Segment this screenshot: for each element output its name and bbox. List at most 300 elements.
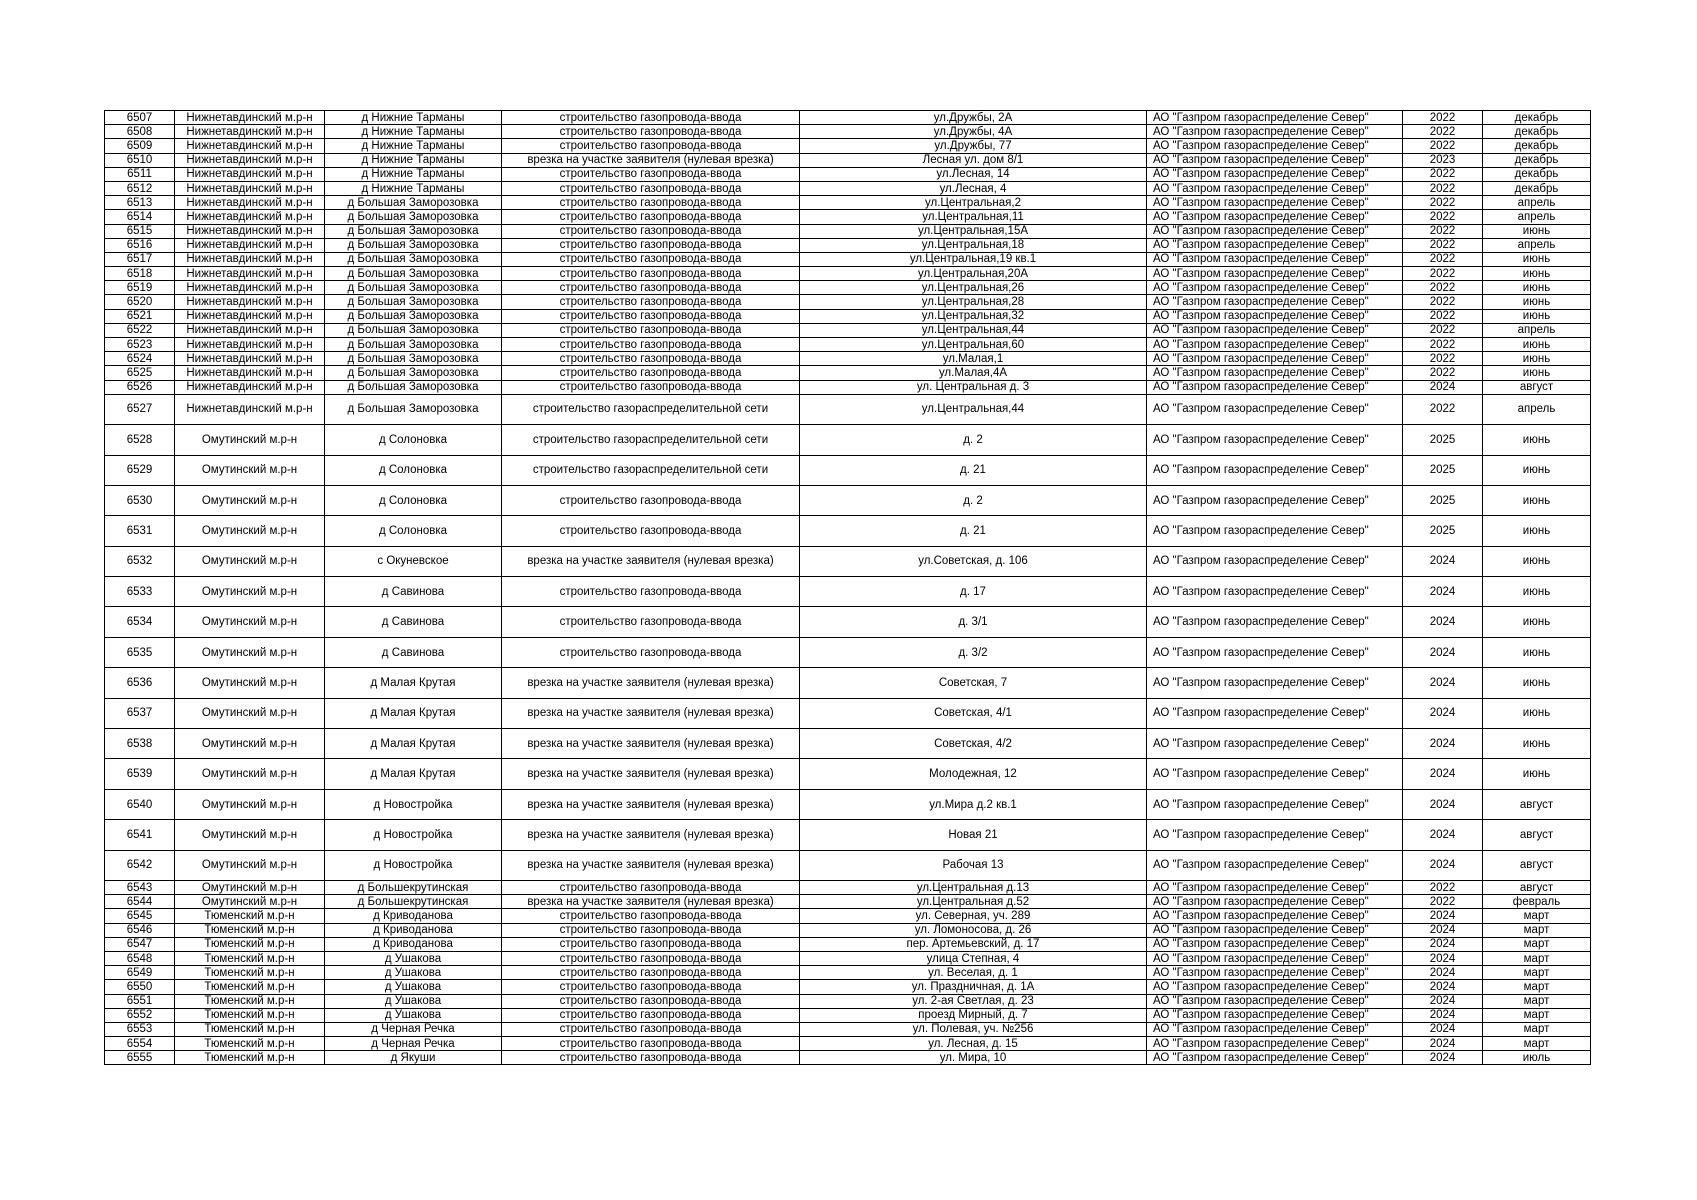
row-number-cell: 6508 [105, 125, 175, 139]
work-type-cell: строительство газопровода-ввода [502, 1022, 800, 1036]
organization-cell: АО "Газпром газораспределение Север" [1147, 966, 1403, 980]
month-cell: июнь [1483, 485, 1591, 515]
year-cell: 2022 [1403, 111, 1483, 125]
address-cell: ул.Центральная,32 [800, 309, 1147, 323]
year-cell: 2022 [1403, 167, 1483, 181]
year-cell: 2022 [1403, 125, 1483, 139]
district-cell: Омутинский м.р-н [175, 516, 325, 546]
row-number-cell: 6553 [105, 1022, 175, 1036]
settlement-cell: д Большая Заморозовка [325, 238, 502, 252]
month-cell: март [1483, 951, 1591, 965]
organization-cell: АО "Газпром газораспределение Север" [1147, 516, 1403, 546]
district-cell: Нижнетавдинский м.р-н [175, 323, 325, 337]
work-type-cell: строительство газопровода-ввода [502, 309, 800, 323]
address-cell: ул.Центральная,44 [800, 323, 1147, 337]
settlement-cell: д Солоновка [325, 455, 502, 485]
month-cell: апрель [1483, 196, 1591, 210]
table-row [105, 820, 1591, 850]
row-number-cell: 6542 [105, 850, 175, 880]
organization-cell: АО "Газпром газораспределение Север" [1147, 951, 1403, 965]
year-cell: 2024 [1403, 1022, 1483, 1036]
organization-cell: АО "Газпром газораспределение Север" [1147, 980, 1403, 994]
year-cell: 2022 [1403, 352, 1483, 366]
organization-cell: АО "Газпром газораспределение Север" [1147, 238, 1403, 252]
work-type-cell: строительство газопровода-ввода [502, 577, 800, 607]
settlement-cell: д Якуши [325, 1051, 502, 1065]
year-cell: 2025 [1403, 516, 1483, 546]
row-number-cell: 6530 [105, 485, 175, 515]
table-row [105, 238, 1591, 252]
district-cell: Нижнетавдинский м.р-н [175, 352, 325, 366]
month-cell: март [1483, 980, 1591, 994]
work-type-cell: врезка на участке заявителя (нулевая врезка) [502, 546, 800, 576]
work-type-cell: строительство газопровода-ввода [502, 1008, 800, 1022]
district-cell: Тюменский м.р-н [175, 980, 325, 994]
work-type-cell: врезка на участке заявителя (нулевая врезка) [502, 729, 800, 759]
organization-cell: АО "Газпром газораспределение Север" [1147, 850, 1403, 880]
month-cell: апрель [1483, 394, 1591, 424]
table-row [105, 923, 1591, 937]
row-number-cell: 6513 [105, 196, 175, 210]
table-row [105, 966, 1591, 980]
month-cell: декабрь [1483, 111, 1591, 125]
organization-cell: АО "Газпром газораспределение Север" [1147, 759, 1403, 789]
address-cell: ул.Центральная,44 [800, 394, 1147, 424]
year-cell: 2022 [1403, 267, 1483, 281]
table-row [105, 153, 1591, 167]
year-cell: 2024 [1403, 1037, 1483, 1051]
year-cell: 2022 [1403, 295, 1483, 309]
year-cell: 2024 [1403, 577, 1483, 607]
work-type-cell: строительство газопровода-ввода [502, 295, 800, 309]
district-cell: Тюменский м.р-н [175, 1022, 325, 1036]
month-cell: июнь [1483, 338, 1591, 352]
year-cell: 2022 [1403, 309, 1483, 323]
district-cell: Нижнетавдинский м.р-н [175, 111, 325, 125]
district-cell: Нижнетавдинский м.р-н [175, 224, 325, 238]
year-cell: 2024 [1403, 759, 1483, 789]
organization-cell: АО "Газпром газораспределение Север" [1147, 252, 1403, 266]
row-number-cell: 6531 [105, 516, 175, 546]
table-row [105, 607, 1591, 637]
month-cell: апрель [1483, 210, 1591, 224]
work-type-cell: врезка на участке заявителя (нулевая врезка) [502, 820, 800, 850]
row-number-cell: 6533 [105, 577, 175, 607]
settlement-cell: д Большая Заморозовка [325, 224, 502, 238]
table-row [105, 850, 1591, 880]
year-cell: 2024 [1403, 923, 1483, 937]
row-number-cell: 6541 [105, 820, 175, 850]
month-cell: июль [1483, 1051, 1591, 1065]
district-cell: Омутинский м.р-н [175, 485, 325, 515]
table-row [105, 937, 1591, 951]
table-row [105, 980, 1591, 994]
year-cell: 2024 [1403, 994, 1483, 1008]
settlement-cell: д Нижние Тарманы [325, 139, 502, 153]
organization-cell: АО "Газпром газораспределение Север" [1147, 455, 1403, 485]
settlement-cell: д Новостройка [325, 850, 502, 880]
address-cell: д. 17 [800, 577, 1147, 607]
settlement-cell: д Солоновка [325, 425, 502, 455]
table-row [105, 1051, 1591, 1065]
month-cell: март [1483, 1022, 1591, 1036]
settlement-cell: д Большая Заморозовка [325, 380, 502, 394]
address-cell: ул.Советская, д. 106 [800, 546, 1147, 576]
table-row [105, 167, 1591, 181]
organization-cell: АО "Газпром газораспределение Север" [1147, 607, 1403, 637]
district-cell: Нижнетавдинский м.р-н [175, 210, 325, 224]
address-cell: проезд Мирный, д. 7 [800, 1008, 1147, 1022]
work-type-cell: строительство газопровода-ввода [502, 937, 800, 951]
work-type-cell: врезка на участке заявителя (нулевая врезка) [502, 153, 800, 167]
work-type-cell: строительство газопровода-ввода [502, 881, 800, 895]
work-type-cell: врезка на участке заявителя (нулевая врезка) [502, 759, 800, 789]
row-number-cell: 6515 [105, 224, 175, 238]
row-number-cell: 6523 [105, 338, 175, 352]
year-cell: 2022 [1403, 881, 1483, 895]
row-number-cell: 6538 [105, 729, 175, 759]
work-type-cell: строительство газопровода-ввода [502, 637, 800, 667]
district-cell: Нижнетавдинский м.р-н [175, 196, 325, 210]
work-type-cell: строительство газопровода-ввода [502, 516, 800, 546]
district-cell: Тюменский м.р-н [175, 1008, 325, 1022]
row-number-cell: 6550 [105, 980, 175, 994]
address-cell: Молодежная, 12 [800, 759, 1147, 789]
work-type-cell: строительство газопровода-ввода [502, 323, 800, 337]
month-cell: июнь [1483, 252, 1591, 266]
address-cell: ул.Центральная,19 кв.1 [800, 252, 1147, 266]
year-cell: 2024 [1403, 980, 1483, 994]
month-cell: март [1483, 1037, 1591, 1051]
address-cell: ул.Центральная,18 [800, 238, 1147, 252]
settlement-cell: д Нижние Тарманы [325, 153, 502, 167]
settlement-cell: д Малая Крутая [325, 668, 502, 698]
work-type-cell: врезка на участке заявителя (нулевая врезка) [502, 789, 800, 819]
address-cell: д. 3/1 [800, 607, 1147, 637]
organization-cell: АО "Газпром газораспределение Север" [1147, 210, 1403, 224]
work-type-cell: строительство газопровода-ввода [502, 607, 800, 637]
organization-cell: АО "Газпром газораспределение Север" [1147, 729, 1403, 759]
row-number-cell: 6509 [105, 139, 175, 153]
district-cell: Нижнетавдинский м.р-н [175, 252, 325, 266]
district-cell: Омутинский м.р-н [175, 729, 325, 759]
table-row [105, 181, 1591, 195]
work-type-cell: врезка на участке заявителя (нулевая врезка) [502, 698, 800, 728]
month-cell: август [1483, 380, 1591, 394]
row-number-cell: 6546 [105, 923, 175, 937]
address-cell: ул.Центральная,2 [800, 196, 1147, 210]
table-row [105, 455, 1591, 485]
month-cell: март [1483, 994, 1591, 1008]
work-type-cell: строительство газораспределительной сети [502, 455, 800, 485]
table-row [105, 111, 1591, 125]
organization-cell: АО "Газпром газораспределение Север" [1147, 1037, 1403, 1051]
work-type-cell: строительство газопровода-ввода [502, 111, 800, 125]
row-number-cell: 6522 [105, 323, 175, 337]
settlement-cell: д Черная Речка [325, 1037, 502, 1051]
settlement-cell: д Большая Заморозовка [325, 281, 502, 295]
row-number-cell: 6512 [105, 181, 175, 195]
table-row [105, 1037, 1591, 1051]
settlement-cell: д Большая Заморозовка [325, 295, 502, 309]
month-cell: март [1483, 937, 1591, 951]
district-cell: Омутинский м.р-н [175, 637, 325, 667]
month-cell: июнь [1483, 516, 1591, 546]
district-cell: Омутинский м.р-н [175, 577, 325, 607]
table-row [105, 668, 1591, 698]
address-cell: ул.Мира д.2 кв.1 [800, 789, 1147, 819]
district-cell: Нижнетавдинский м.р-н [175, 366, 325, 380]
district-cell: Нижнетавдинский м.р-н [175, 281, 325, 295]
organization-cell: АО "Газпром газораспределение Север" [1147, 125, 1403, 139]
organization-cell: АО "Газпром газораспределение Север" [1147, 196, 1403, 210]
year-cell: 2022 [1403, 338, 1483, 352]
address-cell: улица Степная, 4 [800, 951, 1147, 965]
district-cell: Нижнетавдинский м.р-н [175, 338, 325, 352]
organization-cell: АО "Газпром газораспределение Север" [1147, 323, 1403, 337]
row-number-cell: 6547 [105, 937, 175, 951]
table-row [105, 516, 1591, 546]
settlement-cell: д Криводанова [325, 937, 502, 951]
settlement-cell: д Ушакова [325, 951, 502, 965]
settlement-cell: д Малая Крутая [325, 729, 502, 759]
organization-cell: АО "Газпром газораспределение Север" [1147, 668, 1403, 698]
row-number-cell: 6526 [105, 380, 175, 394]
organization-cell: АО "Газпром газораспределение Север" [1147, 281, 1403, 295]
organization-cell: АО "Газпром газораспределение Север" [1147, 698, 1403, 728]
month-cell: июнь [1483, 425, 1591, 455]
year-cell: 2024 [1403, 850, 1483, 880]
table-row [105, 352, 1591, 366]
organization-cell: АО "Газпром газораспределение Север" [1147, 153, 1403, 167]
row-number-cell: 6527 [105, 394, 175, 424]
organization-cell: АО "Газпром газораспределение Север" [1147, 577, 1403, 607]
month-cell: июнь [1483, 352, 1591, 366]
table-row [105, 380, 1591, 394]
month-cell: июнь [1483, 577, 1591, 607]
organization-cell: АО "Газпром газораспределение Север" [1147, 881, 1403, 895]
year-cell: 2024 [1403, 909, 1483, 923]
table-row [105, 139, 1591, 153]
row-number-cell: 6551 [105, 994, 175, 1008]
address-cell: ул.Центральная,26 [800, 281, 1147, 295]
address-cell: Лесная ул. дом 8/1 [800, 153, 1147, 167]
settlement-cell: с Окуневское [325, 546, 502, 576]
row-number-cell: 6529 [105, 455, 175, 485]
table-row [105, 1022, 1591, 1036]
year-cell: 2024 [1403, 789, 1483, 819]
address-cell: д. 2 [800, 425, 1147, 455]
table-row [105, 881, 1591, 895]
organization-cell: АО "Газпром газораспределение Север" [1147, 637, 1403, 667]
district-cell: Омутинский м.р-н [175, 546, 325, 576]
work-type-cell: строительство газопровода-ввода [502, 485, 800, 515]
district-cell: Тюменский м.р-н [175, 1051, 325, 1065]
district-cell: Омутинский м.р-н [175, 607, 325, 637]
table-row [105, 394, 1591, 424]
table-row [105, 196, 1591, 210]
work-type-cell: врезка на участке заявителя (нулевая врезка) [502, 668, 800, 698]
work-type-cell: строительство газопровода-ввода [502, 139, 800, 153]
district-cell: Тюменский м.р-н [175, 909, 325, 923]
month-cell: июнь [1483, 281, 1591, 295]
work-type-cell: строительство газораспределительной сети [502, 425, 800, 455]
row-number-cell: 6537 [105, 698, 175, 728]
address-cell: ул.Центральная,28 [800, 295, 1147, 309]
organization-cell: АО "Газпром газораспределение Север" [1147, 1022, 1403, 1036]
year-cell: 2025 [1403, 485, 1483, 515]
year-cell: 2024 [1403, 637, 1483, 667]
month-cell: июнь [1483, 729, 1591, 759]
settlement-cell: д Большая Заморозовка [325, 252, 502, 266]
table-row [105, 577, 1591, 607]
settlement-cell: д Большая Заморозовка [325, 338, 502, 352]
row-number-cell: 6554 [105, 1037, 175, 1051]
district-cell: Омутинский м.р-н [175, 425, 325, 455]
address-cell: ул.Малая,4А [800, 366, 1147, 380]
month-cell: август [1483, 789, 1591, 819]
table-row [105, 366, 1591, 380]
address-cell: ул.Центральная д.13 [800, 881, 1147, 895]
year-cell: 2022 [1403, 224, 1483, 238]
year-cell: 2022 [1403, 139, 1483, 153]
work-type-cell: врезка на участке заявителя (нулевая врезка) [502, 895, 800, 909]
work-type-cell: строительство газопровода-ввода [502, 366, 800, 380]
address-cell: д. 21 [800, 516, 1147, 546]
table-row [105, 485, 1591, 515]
address-cell: ул. Праздничная, д. 1А [800, 980, 1147, 994]
work-type-cell: строительство газопровода-ввода [502, 281, 800, 295]
work-type-cell: строительство газопровода-ввода [502, 1051, 800, 1065]
organization-cell: АО "Газпром газораспределение Север" [1147, 139, 1403, 153]
settlement-cell: д Ушакова [325, 994, 502, 1008]
district-cell: Нижнетавдинский м.р-н [175, 394, 325, 424]
row-number-cell: 6543 [105, 881, 175, 895]
month-cell: июнь [1483, 637, 1591, 667]
district-cell: Нижнетавдинский м.р-н [175, 167, 325, 181]
district-cell: Нижнетавдинский м.р-н [175, 295, 325, 309]
settlement-cell: д Большая Заморозовка [325, 352, 502, 366]
month-cell: август [1483, 850, 1591, 880]
district-cell: Нижнетавдинский м.р-н [175, 309, 325, 323]
settlement-cell: д Малая Крутая [325, 759, 502, 789]
work-type-cell: строительство газопровода-ввода [502, 352, 800, 366]
organization-cell: АО "Газпром газораспределение Север" [1147, 380, 1403, 394]
address-cell: Советская, 4/2 [800, 729, 1147, 759]
work-type-cell: строительство газопровода-ввода [502, 267, 800, 281]
district-cell: Тюменский м.р-н [175, 1037, 325, 1051]
address-cell: ул. Полевая, уч. №256 [800, 1022, 1147, 1036]
district-cell: Омутинский м.р-н [175, 850, 325, 880]
organization-cell: АО "Газпром газораспределение Север" [1147, 309, 1403, 323]
row-number-cell: 6555 [105, 1051, 175, 1065]
table-row [105, 224, 1591, 238]
organization-cell: АО "Газпром газораспределение Север" [1147, 111, 1403, 125]
district-cell: Омутинский м.р-н [175, 789, 325, 819]
row-number-cell: 6552 [105, 1008, 175, 1022]
address-cell: Новая 21 [800, 820, 1147, 850]
month-cell: июнь [1483, 698, 1591, 728]
table-row [105, 789, 1591, 819]
row-number-cell: 6516 [105, 238, 175, 252]
organization-cell: АО "Газпром газораспределение Север" [1147, 267, 1403, 281]
year-cell: 2024 [1403, 951, 1483, 965]
table-row [105, 909, 1591, 923]
address-cell: Рабочая 13 [800, 850, 1147, 880]
month-cell: февраль [1483, 895, 1591, 909]
organization-cell: АО "Газпром газораспределение Север" [1147, 820, 1403, 850]
settlement-cell: д Большая Заморозовка [325, 210, 502, 224]
work-type-cell: строительство газопровода-ввода [502, 909, 800, 923]
settlement-cell: д Нижние Тарманы [325, 167, 502, 181]
settlement-cell: д Большекрутинская [325, 895, 502, 909]
year-cell: 2022 [1403, 238, 1483, 252]
address-cell: ул.Центральная,20А [800, 267, 1147, 281]
address-cell: ул.Дружбы, 4А [800, 125, 1147, 139]
month-cell: апрель [1483, 323, 1591, 337]
table-row [105, 1008, 1591, 1022]
month-cell: июнь [1483, 224, 1591, 238]
address-cell: ул.Центральная,15А [800, 224, 1147, 238]
year-cell: 2025 [1403, 425, 1483, 455]
year-cell: 2022 [1403, 394, 1483, 424]
month-cell: июнь [1483, 295, 1591, 309]
organization-cell: АО "Газпром газораспределение Север" [1147, 909, 1403, 923]
settlement-cell: д Криводанова [325, 923, 502, 937]
work-type-cell: строительство газораспределительной сети [502, 394, 800, 424]
table-row [105, 125, 1591, 139]
settlement-cell: д Большая Заморозовка [325, 267, 502, 281]
row-number-cell: 6517 [105, 252, 175, 266]
settlement-cell: д Новостройка [325, 789, 502, 819]
month-cell: июнь [1483, 668, 1591, 698]
address-cell: ул. 2-ая Светлая, д. 23 [800, 994, 1147, 1008]
row-number-cell: 6518 [105, 267, 175, 281]
year-cell: 2024 [1403, 380, 1483, 394]
settlement-cell: д Черная Речка [325, 1022, 502, 1036]
month-cell: декабрь [1483, 181, 1591, 195]
settlement-cell: д Ушакова [325, 966, 502, 980]
organization-cell: АО "Газпром газораспределение Север" [1147, 789, 1403, 819]
row-number-cell: 6549 [105, 966, 175, 980]
year-cell: 2024 [1403, 937, 1483, 951]
address-cell: д. 21 [800, 455, 1147, 485]
district-cell: Омутинский м.р-н [175, 698, 325, 728]
organization-cell: АО "Газпром газораспределение Север" [1147, 352, 1403, 366]
year-cell: 2024 [1403, 966, 1483, 980]
address-cell: ул.Центральная,60 [800, 338, 1147, 352]
table-row [105, 895, 1591, 909]
address-cell: ул. Северная, уч. 289 [800, 909, 1147, 923]
organization-cell: АО "Газпром газораспределение Север" [1147, 425, 1403, 455]
address-cell: д. 2 [800, 485, 1147, 515]
table-row [105, 323, 1591, 337]
work-type-cell: строительство газопровода-ввода [502, 252, 800, 266]
row-number-cell: 6511 [105, 167, 175, 181]
organization-cell: АО "Газпром газораспределение Север" [1147, 394, 1403, 424]
table-row [105, 295, 1591, 309]
year-cell: 2024 [1403, 546, 1483, 576]
year-cell: 2024 [1403, 668, 1483, 698]
year-cell: 2024 [1403, 729, 1483, 759]
address-cell: ул.Лесная, 4 [800, 181, 1147, 195]
row-number-cell: 6539 [105, 759, 175, 789]
address-cell: ул.Центральная д.52 [800, 895, 1147, 909]
work-type-cell: строительство газопровода-ввода [502, 1037, 800, 1051]
address-cell: д. 3/2 [800, 637, 1147, 667]
row-number-cell: 6536 [105, 668, 175, 698]
table-row [105, 252, 1591, 266]
